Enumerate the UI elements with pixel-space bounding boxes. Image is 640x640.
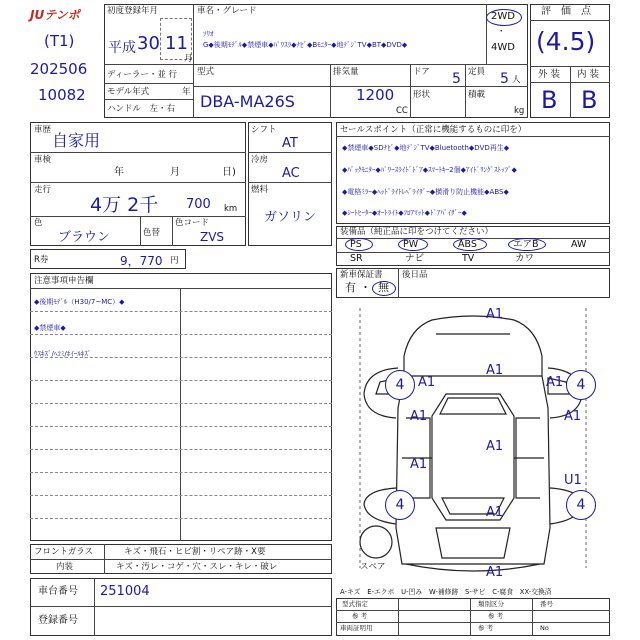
chassis-label: 車台番号 <box>38 586 78 597</box>
ac: AC <box>282 166 300 181</box>
tint-label: 色替 <box>143 228 161 238</box>
model-year-unit: 年 <box>182 87 191 97</box>
front-glass-label: フロントガラス <box>34 547 93 557</box>
interior-label: 内 装 <box>577 69 600 80</box>
ref-1: 参 考 <box>352 612 368 620</box>
dealer-label: ディーラー・並 行 <box>107 70 178 80</box>
recycle-box <box>30 249 186 269</box>
note-line-2: ◆禁煙車◆ <box>34 324 66 332</box>
color-code-label: 色コード <box>175 218 210 228</box>
drive-dot: ・ <box>497 27 506 37</box>
model-type: DBA-MA26S <box>200 92 295 111</box>
insp-year-unit: 年 <box>114 167 124 178</box>
exterior-label: 外 装 <box>538 69 561 80</box>
equip-tv: TV <box>462 253 475 264</box>
front-glass-text: キズ・飛石・ヒビ割・リペア跡・X要 <box>124 547 266 557</box>
damage-mark: A1 <box>486 439 504 454</box>
grade-code: (T1) <box>44 32 75 50</box>
selling-line-4: ◆ｼｰﾄﾋｰﾀｰ◆ｵｰﾄﾗｲﾄ◆ﾌﾛｱﾏｯﾄ◆ﾄﾞｱﾊﾞｲｻﾞｰ◆ <box>342 209 467 217</box>
doors: 5 <box>452 71 461 87</box>
score-label: 評 価 点 <box>541 6 591 17</box>
doors-label: ドア <box>413 67 430 77</box>
reg-month: 11 <box>165 33 188 54</box>
warranty-label: 新車保証書 <box>340 270 383 280</box>
no-mark: No <box>540 624 549 632</box>
damage-mark: A1 <box>486 363 504 378</box>
equip-ps: PS <box>350 239 362 250</box>
mileage-rest: 700 <box>186 197 211 212</box>
model-type-label: 型式 <box>197 67 215 77</box>
equipment-title: 装備品（純正品に印をつけてください） <box>340 227 494 237</box>
warranty-yes: 有 <box>345 281 356 294</box>
color-code: ZVS <box>200 230 225 244</box>
selling-line-3: ◆電格ﾐﾗｰ◆ﾍｯﾄﾞﾗｲﾄﾚﾍﾞﾗｲｻﾞｰ◆横滑り防止機能◆ABS◆ <box>342 188 509 196</box>
interior-score: B <box>581 86 598 114</box>
color-label: 色 <box>34 218 43 228</box>
tire-rear-left: 4 <box>385 490 415 520</box>
type-label: 型式指定 <box>342 600 368 608</box>
displacement-label: 排気量 <box>333 67 359 77</box>
model-year-label: モデル年式 <box>107 87 150 97</box>
damage-mark: A1 <box>418 375 436 390</box>
load-label: 積載 <box>468 90 486 100</box>
damage-mark: U1 <box>564 473 582 488</box>
selling-title: セールスポイント（正常に機能するものに印を） <box>340 125 527 135</box>
tire-rear-right: 4 <box>566 490 596 520</box>
damage-mark: A1 <box>486 307 504 322</box>
damage-legend: A-キズ E-エクボ U-凹み W-補修跡 S-サビ C-腐食 XX-交換済 <box>340 588 552 596</box>
insp-month-unit: 月 <box>170 167 180 178</box>
mileage-label: 走行 <box>34 185 52 195</box>
notes-ruled-area <box>30 288 332 541</box>
drive-2wd: 2WD <box>491 11 515 22</box>
warranty-no: 無 <box>378 281 389 294</box>
damage-mark: A1 <box>546 375 564 390</box>
load-unit: kg <box>514 106 525 116</box>
shift: AT <box>282 136 298 151</box>
damage-mark: A1 <box>564 409 582 424</box>
month-unit: 月 <box>184 54 193 64</box>
shift-label: シフト <box>251 125 277 135</box>
usage: 自家用 <box>52 131 101 150</box>
grade-label: 車名・グレード <box>197 6 257 16</box>
warranty-dot: ・ <box>360 281 371 294</box>
score-value: (4.5) <box>536 27 596 56</box>
selling-line-2: ◆ﾊﾞｯｸﾓﾆﾀｰ◆ﾊﾟﾜｰｽﾗｲﾄﾞﾄﾞｱ◆ｽﾏｰﾄｷｰ2個◆ｱｲﾄﾞﾘﾝｸﾞｽﾄｯﾌﾟ◆ <box>342 166 517 174</box>
lot-sub: 10082 <box>38 86 86 104</box>
interior-cond-text: キズ・汚レ・コゲ・穴・スレ・キレ・破レ <box>116 562 278 572</box>
cc-unit: CC <box>396 106 408 116</box>
spare-label: スペア <box>360 562 386 572</box>
drive-4wd: 4WD <box>491 42 515 53</box>
grade-line2: G◆後期ﾓﾃﾞﾙ◆禁煙車◆ﾊﾟﾜｽﾗ◆ﾅﾋﾞ◆Bﾓﾆﾀｰ◆地ﾃﾞｼﾞTV◆BT◆DVD◆ <box>203 41 408 49</box>
ac-label: 冷房 <box>251 155 269 165</box>
ref-2: 参 考 <box>488 612 504 620</box>
equip-leather: カワ <box>515 253 535 264</box>
capacity-unit: 人 <box>512 75 521 85</box>
displacement: 1200 <box>356 86 395 104</box>
note-line-1: ◆後期ﾓﾃﾞﾙ（H30/7~MC）◆ <box>34 298 125 306</box>
chassis-number: 251004 <box>100 584 150 599</box>
car-diagram <box>336 298 610 584</box>
color: ブラウン <box>58 230 111 245</box>
lot-code: 202506 <box>30 60 88 78</box>
equip-sr: SR <box>350 253 363 264</box>
note-line-3: ｳｽｷｽﾞ/ﾍｺﾐ/ﾎｲｰﾙｷｽﾞ <box>34 350 92 358</box>
damage-mark: A1 <box>410 409 428 424</box>
mileage-main: 4万 2千 <box>90 194 159 216</box>
equip-aw: AW <box>571 239 587 250</box>
damage-mark: A1 <box>410 457 428 472</box>
capacity-label: 定員 <box>468 67 486 77</box>
recycle-label: R券 <box>34 255 49 265</box>
reg-proof-label: 車両証明用 <box>340 624 373 632</box>
damage-mark: A1 <box>486 505 504 520</box>
usage-label: 車歴 <box>34 125 52 135</box>
selling-line-1: ◆禁煙車◆SDﾅﾋﾞ◆地ﾃﾞｼﾞTV◆Bluetooth◆DVD再生◆ <box>342 144 510 152</box>
recycle: 9，770 <box>120 254 163 268</box>
class-label: 類別区分 <box>478 600 504 608</box>
fuel-label: 燃料 <box>251 185 269 195</box>
equip-navi: ナビ <box>405 253 425 264</box>
grade-line1: ｿﾘｵ <box>203 30 214 38</box>
exterior-score: B <box>541 86 558 114</box>
ref-3: 参 考 <box>478 624 494 632</box>
shape-label: 形状 <box>413 90 431 100</box>
era: 平成 <box>108 40 136 56</box>
damage-mark: A1 <box>486 565 504 580</box>
interior-cond-label: 内装 <box>56 562 74 572</box>
fuel: ガソリン <box>264 210 317 225</box>
number-label: 番号 <box>540 600 553 608</box>
equip-abs: ABS <box>458 239 477 250</box>
followup-label: 後日品 <box>402 270 428 280</box>
inspection-label: 車検 <box>34 155 52 165</box>
tire-front-right: 4 <box>566 370 596 400</box>
km-unit: km <box>224 204 238 214</box>
equip-airbag: エアB <box>513 239 539 250</box>
logo-text: JUテンポ <box>30 8 80 22</box>
equip-pw: PW <box>403 239 419 250</box>
insp-day-unit: 日) <box>222 167 236 178</box>
yen-unit: 円 <box>170 256 179 266</box>
reg-year: 30 <box>137 33 160 54</box>
reference-table <box>336 598 610 636</box>
tire-front-left: 4 <box>385 370 415 400</box>
notes-title: 注意事項申告欄 <box>34 276 94 286</box>
logo <box>30 6 98 22</box>
first-reg-label: 初度登録年月 <box>107 6 159 16</box>
reg-number-label: 登録番号 <box>38 615 78 626</box>
capacity: 5 <box>500 71 509 87</box>
handle-label: ハンドル 左・右 <box>107 104 176 114</box>
